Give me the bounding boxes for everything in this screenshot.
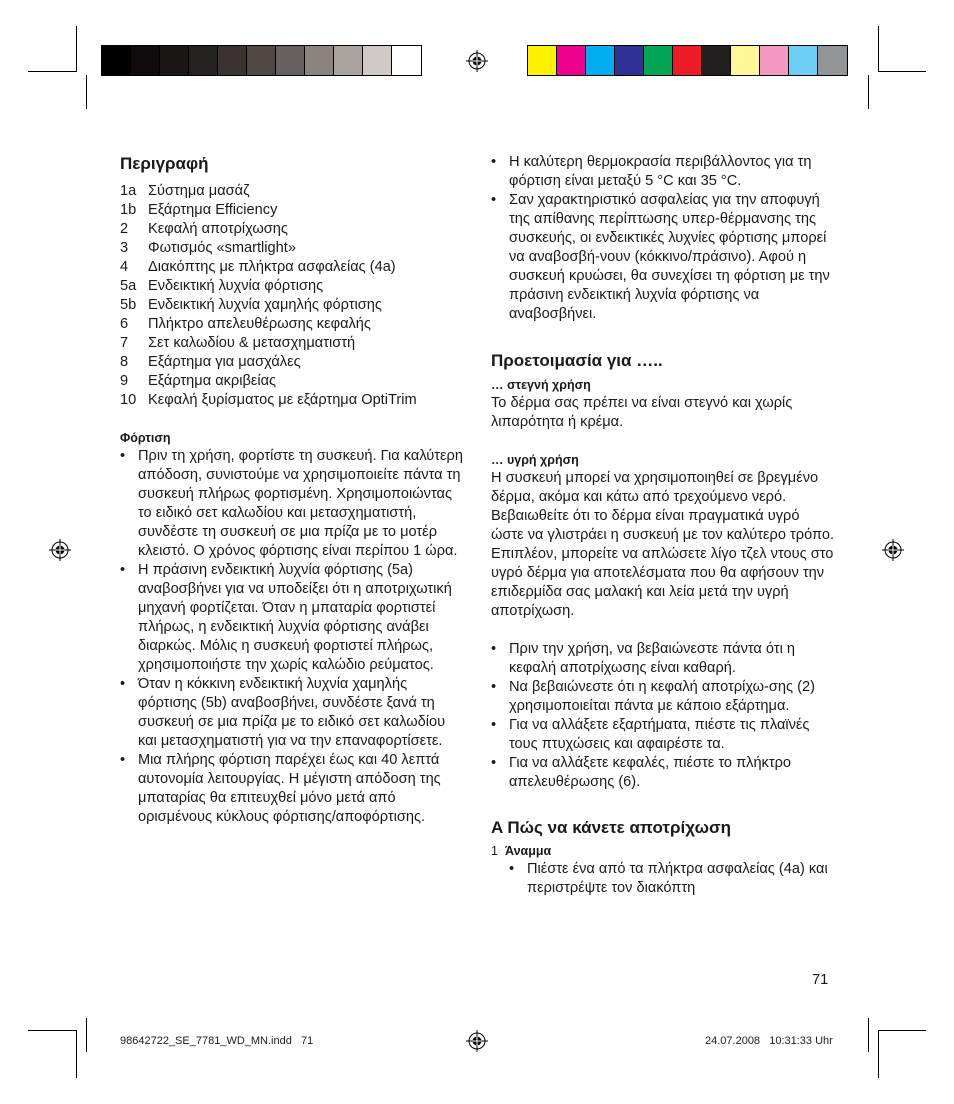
part-number: 1b [120, 202, 137, 218]
crop-mark [868, 1018, 869, 1052]
part-label: Πλήκτρο απελευθέρωσης κεφαλής [148, 316, 371, 332]
part-label: Εξάρτημα Efficiency [148, 202, 278, 218]
footer-file-info: 98642722_SE_7781_WD_MN.indd 71 [120, 1035, 314, 1047]
temperature-bullets [491, 153, 836, 324]
crop-mark [76, 26, 77, 72]
bullet-item: • Όταν η κόκκινη ενδεικτική λυχνία χαμηλής φόρτισης (5b) αναβοσβήνει, συνδέστε ξανά τη συσκευή σε μια πρίζα με το ειδικό σετ καλωδίου και μετασχηματιστή για να την επαναφορτίσετε. [120, 675, 465, 751]
step-heading: Άναμμα [505, 844, 552, 858]
part-label: Σετ καλωδίου & μετασχηματιστή [148, 335, 356, 351]
charging-bullets [120, 447, 465, 827]
bullet-item: • Πιέστε ένα από τα πλήκτρα ασφαλείας (4a) και περιστρέψτε τον διακόπτη [509, 860, 836, 898]
part-number: 3 [120, 240, 129, 256]
registration-mark-icon [466, 50, 488, 72]
wet-use-text: Η συσκευή μπορεί να χρησιμοποιηθεί σε βρεγμένο δέρμα, ακόμα και κάτω από τρεχούμενο νερό. Βεβαιωθείτε ότι το δέρμα είναι πραγματικά υγρό ώστε να γλιστράει η συσκευή με τον καλύτερο τρόπο. Επιπλέον, μπορείτε να απλώσετε λίγο τζελ ντους στο υγρό δέρμα για αποτελέσματα που θα αφήσουν την επιδερμίδα σας μαλακή και λεία μετά την υγρή αποτρίχωση. [491, 470, 835, 619]
crop-mark [878, 1030, 879, 1078]
part-label: Εξάρτημα για μασχάλες [148, 354, 301, 370]
color-swatch [334, 46, 363, 75]
color-calibration-bar [527, 45, 848, 76]
part-number: 4 [120, 259, 129, 275]
description-heading: Περιγραφή [120, 154, 209, 173]
bullet-item: • Η καλύτερη θερμοκρασία περιβάλλοντος για τη φόρτιση είναι μεταξύ 5 °C και 35 °C. [491, 153, 836, 191]
part-number: 10 [120, 392, 137, 408]
color-swatch [760, 46, 789, 75]
crop-mark [878, 1030, 926, 1031]
registration-mark-icon [49, 539, 71, 561]
part-item [120, 334, 465, 353]
part-item [120, 391, 465, 410]
bullet-item: • Για να αλλάξετε εξαρτήματα, πιέστε τις πλαϊνές τους πτυχώσεις και αφαιρέστε τα. [491, 716, 836, 754]
footer-date: 24.07.2008 10:31:33 Uhr [705, 1035, 833, 1047]
color-swatch [673, 46, 702, 75]
part-label: Σύστημα μασάζ [148, 183, 250, 199]
dry-use-heading: … στεγνή χρήση [491, 378, 591, 392]
part-number: 2 [120, 221, 129, 237]
part-item [120, 201, 465, 220]
bullet-item: • Να βεβαιώνεστε ότι η κεφαλή αποτρίχω-σης (2) χρησιμοποιείται πάντα με κάποιο εξάρτημα. [491, 678, 836, 716]
part-item [120, 353, 465, 372]
crop-mark [86, 1018, 87, 1052]
color-swatch [131, 46, 160, 75]
parts-list [120, 182, 465, 410]
bullet-item: • Η πράσινη ενδεικτική λυχνία φόρτισης (5a) αναβοσβήνει για να υποδείξει ότι η αποτριχωτική μηχανή φορτίζεται. Όταν η μπαταρία φορτιστεί πλήρως, η ενδεικτική λυχνία φόρτισης ανάβει διαρκώς. Μόλις η συσκευή φορτιστεί πλήρως, χρησιμοποιήστε την χωρίς καλώδιο ρεύματος. [120, 561, 465, 675]
crop-mark [76, 1030, 77, 1078]
part-label: Ενδεικτική λυχνία χαμηλής φόρτισης [148, 297, 382, 313]
part-item [120, 315, 465, 334]
bullet-item: • Πριν τη χρήση, φορτίστε τη συσκευή. Για καλύτερη απόδοση, συνιστούμε να χρησιμοποιείτε πάντα τη συσκευή πλήρως φορτισμένη. Χρησιμοποιώντας το ειδικό σετ καλωδίου και μετασχηματιστή, συνδέστε τη συσκευή σε μια πρίζα με το μοτέρ κλειστό. Ο χρόνος φόρτισης είναι περίπου 1 ώρα. [120, 447, 465, 561]
part-item [120, 220, 465, 239]
part-label: Φωτισμός «smartlight» [148, 240, 296, 256]
crop-mark [878, 71, 926, 72]
preparation-bullets [491, 640, 836, 792]
crop-mark [86, 75, 87, 109]
bullet-item: • Πριν την χρήση, να βεβαιώνεστε πάντα ότι η κεφαλή αποτρίχωσης είναι καθαρή. [491, 640, 836, 678]
bullet-item: • Για να αλλάξετε κεφαλές, πιέστε το πλήκτρο απελευθέρωσης (6). [491, 754, 836, 792]
page-number: 71 [812, 972, 829, 988]
color-swatch [305, 46, 334, 75]
right-column [491, 153, 836, 898]
color-swatch [702, 46, 731, 75]
part-label: Ενδεικτική λυχνία φόρτισης [148, 278, 324, 294]
part-number: 6 [120, 316, 129, 332]
part-number: 5a [120, 278, 137, 294]
part-item [120, 372, 465, 391]
charging-heading: Φόρτιση [120, 431, 171, 445]
color-swatch [818, 46, 847, 75]
section-a-heading: A Πώς να κάνετε αποτρίχωση [491, 818, 732, 837]
part-number: 9 [120, 373, 129, 389]
color-swatch [247, 46, 276, 75]
dry-use-text: Το δέρμα σας πρέπει να είναι στεγνό και χωρίς λιπαρότητα ή κρέμα. [491, 395, 793, 430]
color-swatch [731, 46, 760, 75]
registration-mark-icon [466, 1030, 488, 1052]
color-swatch [102, 46, 131, 75]
part-item [120, 277, 465, 296]
part-item [120, 258, 465, 277]
crop-mark [28, 71, 76, 72]
left-column [120, 153, 465, 827]
step-1 [491, 843, 836, 860]
part-label: Διακόπτης με πλήκτρα ασφαλείας (4a) [148, 259, 396, 275]
color-swatch [644, 46, 673, 75]
bullet-item: • Σαν χαρακτηριστικό ασφαλείας για την αποφυγή της απίθανης περίπτωσης υπερ-θέρμανσης της συσκευής, οι ενδεικτικές λυχνίες φόρτισης μπορεί να αναβοσβή-νουν (κόκκινο/πράσινο). Αφού η συσκευή κρυώσει, θα συνεχίσει τη φόρτιση με την πράσινη ενδεικτική λυχνία φόρτισης να αναβοσβήνει. [491, 191, 836, 324]
color-swatch [615, 46, 644, 75]
bullet-item: • Μια πλήρης φόρτιση παρέχει έως και 40 λεπτά αυτονομία λειτουργίας. Η μέγιστη απόδοση της μπαταρίας θα επιτευχθεί μόνο μετά από ορισμένους κύκλους φόρτισης/αποφόρτισης. [120, 751, 465, 827]
color-swatch [189, 46, 218, 75]
grayscale-calibration-bar [101, 45, 422, 76]
part-number: 7 [120, 335, 129, 351]
part-number: 1a [120, 183, 137, 199]
part-label: Κεφαλή ξυρίσματος με εξάρτημα OptiTrim [148, 392, 417, 408]
color-swatch [789, 46, 818, 75]
step-number: 1 [491, 844, 498, 858]
part-number: 8 [120, 354, 129, 370]
part-item [120, 182, 465, 201]
part-number: 5b [120, 297, 137, 313]
color-swatch [363, 46, 392, 75]
step-1-bullets [509, 860, 836, 898]
color-swatch [392, 46, 421, 75]
crop-mark [28, 1030, 76, 1031]
color-swatch [557, 46, 586, 75]
part-item [120, 239, 465, 258]
color-swatch [586, 46, 615, 75]
registration-mark-icon [882, 539, 904, 561]
crop-mark [868, 75, 869, 109]
crop-mark [878, 26, 879, 72]
color-swatch [276, 46, 305, 75]
part-label: Κεφαλή αποτρίχωσης [148, 221, 288, 237]
color-swatch [160, 46, 189, 75]
preparation-heading: Προετοιμασία για ….. [491, 351, 663, 370]
color-swatch [528, 46, 557, 75]
color-swatch [218, 46, 247, 75]
part-item [120, 296, 465, 315]
wet-use-heading: … υγρή χρήση [491, 453, 579, 467]
part-label: Εξάρτημα ακριβείας [148, 373, 277, 389]
